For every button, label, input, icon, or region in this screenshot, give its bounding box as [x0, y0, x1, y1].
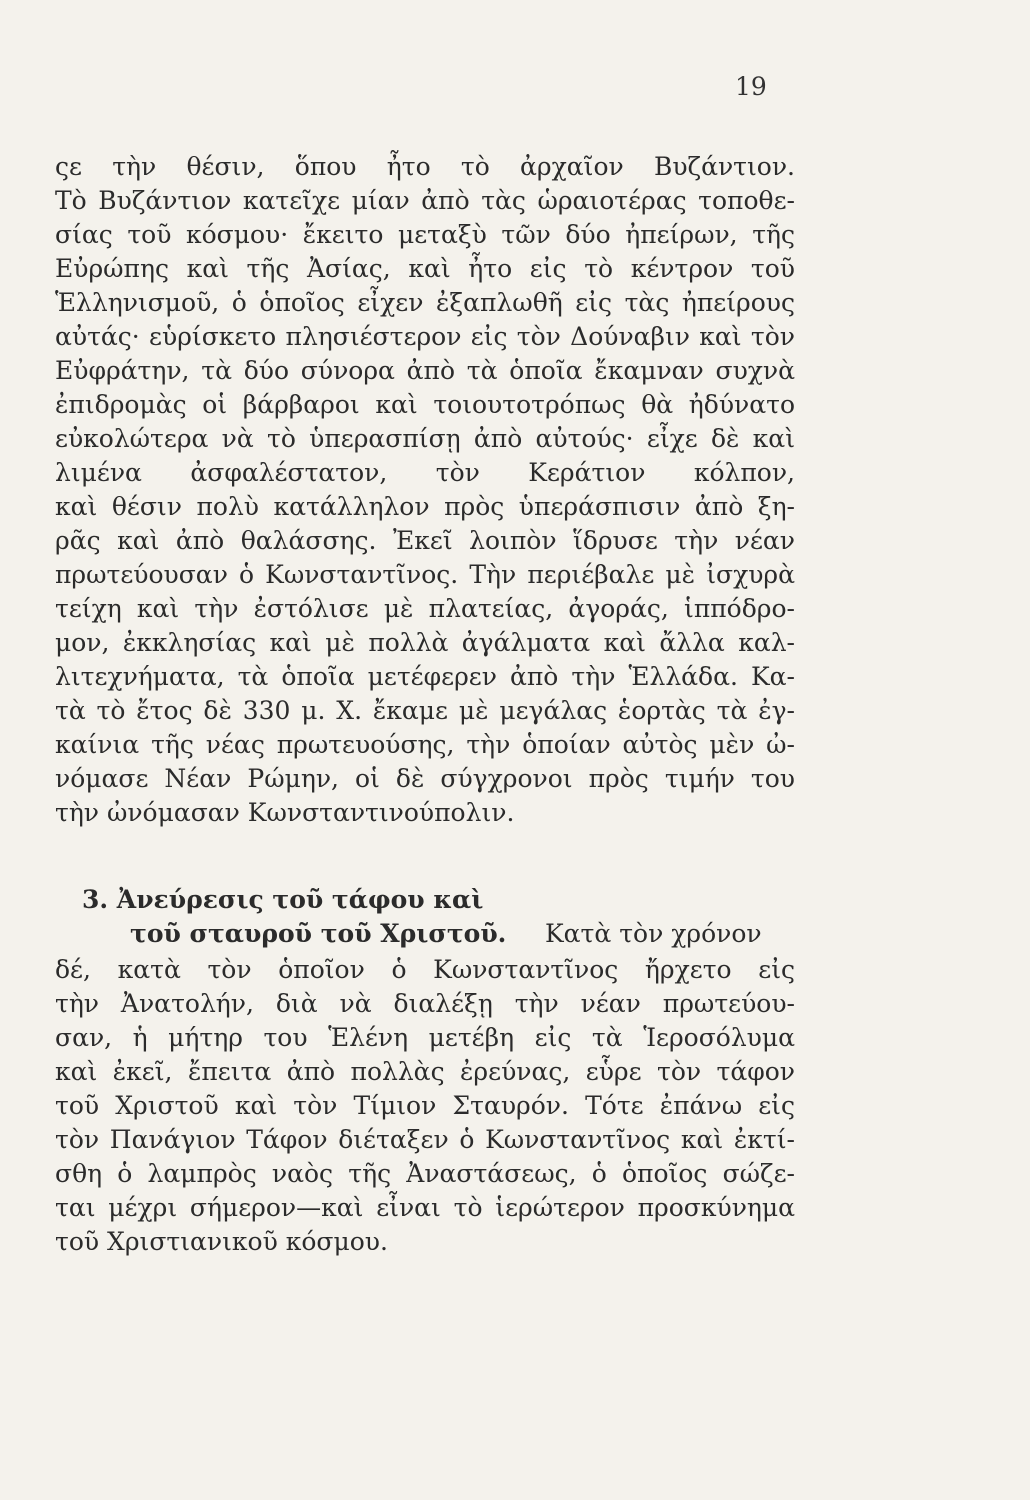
text-line: ἐπιδρομὰς οἱ βάρβαροι καὶ τοιουτοτρόπως θὰ ἠδύνατο	[55, 390, 795, 419]
text-line: Τὸ Βυζάντιον κατεῖχε μίαν ἀπὸ τὰς ὡραιοτέρας τοποθε-	[55, 186, 795, 215]
text-line: εὐκολώτερα νὰ τὸ ὑπερασπίσῃ ἀπὸ αὐτούς· εἶχε δὲ καὶ	[55, 424, 795, 453]
text-line: σίας τοῦ κόσμου· ἔκειτο μεταξὺ τῶν δύο ἠπείρων, τῆς	[55, 220, 795, 249]
text-line: τὴν ὠνόμασαν Κωνσταντινούπολιν.	[55, 798, 515, 827]
text-line: Εὐρώπης καὶ τῆς Ἀσίας, καὶ ἦτο εἰς τὸ κέντρον τοῦ	[55, 254, 795, 283]
text-line: τὸν Πανάγιον Τάφον διέταξεν ὁ Κωνσταντῖνος καὶ ἐκτί-	[55, 1125, 795, 1154]
text-line: λιτεχνήματα, τὰ ὁποῖα μετέφερεν ἀπὸ τὴν Ἑλλάδα. Κα-	[55, 662, 795, 691]
text-line: τείχη καὶ τὴν ἐστόλισε μὲ πλατείας, ἀγοράς, ἱππόδρο-	[55, 594, 795, 623]
text-line: τὴν Ἀνατολήν, διὰ νὰ διαλέξῃ τὴν νέαν πρωτεύου-	[55, 989, 795, 1018]
text-line: νόμασε Νέαν Ρώμην, οἱ δὲ σύγχρονοι πρὸς τιμήν του	[55, 764, 795, 793]
text-line: πρωτεύουσαν ὁ Κωνσταντῖνος. Τὴν περιέβαλε μὲ ἰσχυρὰ	[55, 560, 795, 589]
text-line: μον, ἐκκλησίας καὶ μὲ πολλὰ ἀγάλματα καὶ ἄλλα καλ-	[55, 628, 795, 657]
text-line: σθη ὁ λαμπρὸς ναὸς τῆς Ἀναστάσεως, ὁ ὁποῖος σώζε-	[55, 1159, 795, 1188]
text-line: καὶ θέσιν πολὺ κατάλληλον πρὸς ὑπεράσπισιν ἀπὸ ξη-	[55, 492, 795, 521]
text-line: Ἑλληνισμοῦ, ὁ ὁποῖος εἶχεν ἐξαπλωθῆ εἰς τὰς ἠπείρους	[55, 288, 795, 317]
text-line: ται μέχρι σήμερον—καὶ εἶναι τὸ ἱερώτερον προσκύνημα	[55, 1193, 795, 1222]
text-line: τοῦ Χριστιανικοῦ κόσμου.	[55, 1227, 388, 1256]
page-number: 19	[735, 72, 767, 101]
text-line: τοῦ Χριστοῦ καὶ τὸν Τίμιον Σταυρόν. Τότε ἐπάνω εἰς	[55, 1091, 795, 1120]
text-line: ςε τὴν θέσιν, ὅπου ἦτο τὸ ἀρχαῖον Βυζάντιον.	[55, 152, 795, 181]
text-line: αὐτάς· εὑρίσκετο πλησιέστερον εἰς τὸν Δούναβιν καὶ τὸν	[55, 322, 795, 351]
text-line: Εὐφράτην, τὰ δύο σύνορα ἀπὸ τὰ ὁποῖα ἔκαμναν συχνὰ	[55, 356, 795, 385]
text-line: καίνια τῆς νέας πρωτευούσης, τὴν ὁποίαν αὐτὸς μὲν ὠ-	[55, 730, 795, 759]
text-run: Κατὰ τὸν χρόνον	[545, 919, 762, 948]
text-line: δέ, κατὰ τὸν ὁποῖον ὁ Κωνσταντῖνος ἤρχετο εἰς	[55, 955, 795, 984]
text-line: λιμένα ἀσφαλέστατον, τὸν Κεράτιον κόλπον,	[55, 458, 795, 487]
text-line: σαν, ἡ μήτηρ του Ἑλένη μετέβη εἰς τὰ Ἱεροσόλυμα	[55, 1023, 795, 1052]
section-heading-continued: τοῦ σταυροῦ τοῦ Χριστοῦ.	[130, 919, 507, 948]
text-line: καὶ ἐκεῖ, ἔπειτα ἀπὸ πολλὰς ἐρεύνας, εὗρε τὸν τάφον	[55, 1057, 795, 1086]
text-line: ρᾶς καὶ ἀπὸ θαλάσσης. Ἐκεῖ λοιπὸν ἵδρυσε τὴν νέαν	[55, 526, 795, 555]
text-line: τὰ τὸ ἔτος δὲ 330 μ. Χ. ἔκαμε μὲ μεγάλας ἑορτὰς τὰ ἐγ-	[55, 696, 795, 725]
section-heading: 3. Ἀνεύρεσις τοῦ τάφου καὶ	[82, 885, 484, 914]
